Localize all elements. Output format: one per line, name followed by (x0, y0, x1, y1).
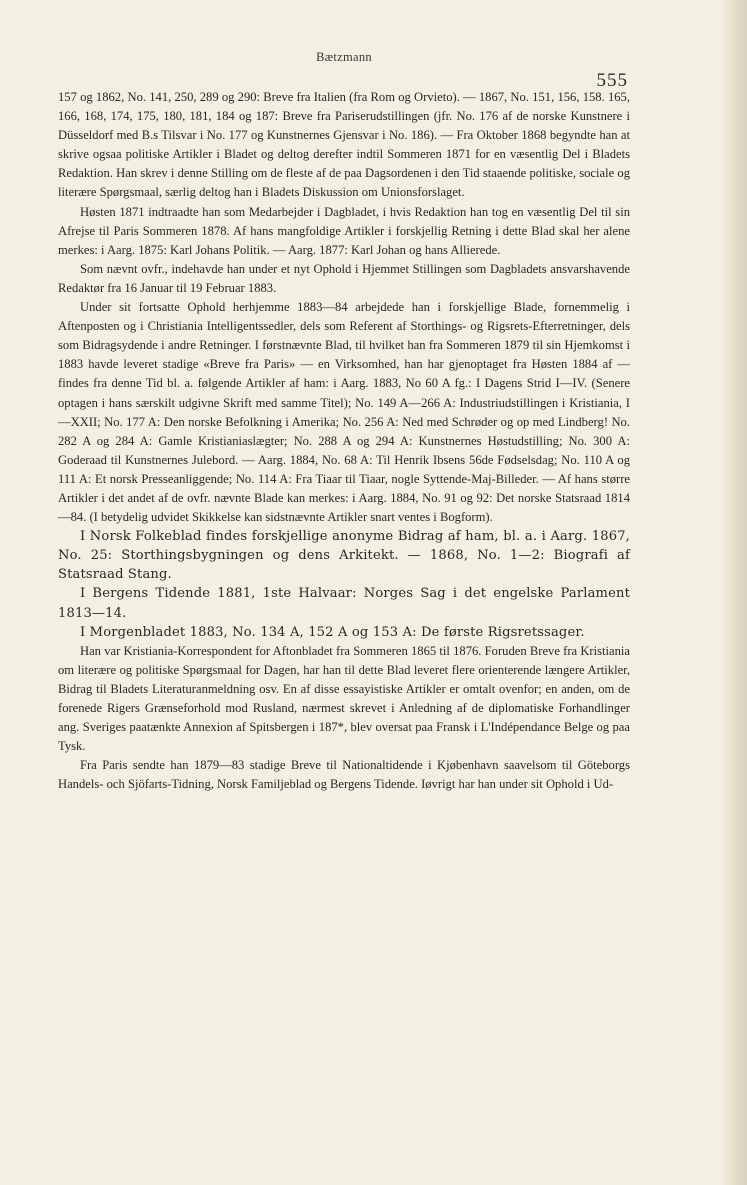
running-head: Bætzmann (316, 50, 372, 64)
book-page (58, 44, 630, 794)
paragraph-bergens-tidende: I Bergens Tidende 1881, 1ste Halvaar: Norges Sag i det engelske Parlament 1813—14. (58, 586, 630, 621)
paragraph-morgenbladet: I Morgenbladet 1883, No. 134 A, 152 A og 153 A: De første Rigsretssager. (80, 624, 585, 640)
paragraph-norsk-folkeblad: I Norsk Folkeblad findes forskjellige anonyme Bidrag af ham, bl. a. i Aarg. 1867, No. 25: Storthingsbygningen og dens Arkitekt. — 1868, No. 1—2: Biografi af Statsraad Stang. (58, 529, 630, 583)
paragraph-dagbladet-redaktion: Høsten 1871 indtraadte han som Medarbejder i Dagbladet, i hvis Redaktion han tog en væsentlig Del til sin Afrejse til Paris Sommeren 1878. Af hans mangfoldige Artikler i forskjellig Retning i dette Blad skal her alene merkes: i Aarg. 1875: Karl Johans Politik. — Aarg. 1877: Karl Johan og hans Allierede. (58, 204, 630, 257)
paragraph-aftonbladet-korrespondent: Han var Kristiania-Korrespondent for Aftonbladet fra Sommeren 1865 til 1876. Foruden Breve fra Kristiania om literære og politiske Spørgsmaal for Dagen, har han til dette Blad leveret flere orienterende længere Artikler, Bidrag til Bladets Literaturanmeldning osv. En af disse essayistiske Artikler er omtalt ovenfor; en anden, om de forenede Rigers Grænseforhold mod Rusland, nærmest skrevet i Anledning af de diplomatiske Forhandlinger ang. Sveriges paatænkte Annexion af Spitsbergen i 187*, blev oversat paa Fransk i L'Indépendance Belge og paa Tysk. (58, 643, 630, 754)
paragraph-aftenposten-artikler: Under sit fortsatte Ophold herhjemme 1883—84 arbejdede han i forskjellige Blade, fornemmelig i Aftenposten og i Christiania Intelligentssedler, dels som Referent af Storthings- og Rigsrets-Efterretninger, dels som Bidragsydende i andre Retninger. I førstnævnte Blad, til hvilket han fra Sommeren 1879 til sin Hjemkomst i 1883 havde leveret stadige «Breve fra Paris» — en Virksomhed, han har gjenoptaget fra Høsten 1884 af — findes fra denne Tid bl. a. følgende Artikler af ham: i Aarg. 1883, No 60 A fg.: I Dagens Strid I—IV. (Senere optagen i hans særskilt udgivne Skrift med samme Titel); No. 149 A—266 A: Industriudstillingen i Kristiania, I—XXII; No. 177 A: Den norske Befolkning i Amerika; No. 256 A: Ned med Schrøder og op med Lindberg! No. 282 A og 284 A: Gamle Kristianiaslægter; No. 288 A og 294 A: Kunstnernes Høstudstilling; No. 300 A: Goderaad til Kunstnernes Julebord. — Aarg. 1884, No. 68 A: Til Henrik Ibsens 56de Fødselsdag; No. 110 A og 111 A: Et norsk Presseanliggende; No. 114 A: Fra Tiaar til Tiaar, nogle Syttende-Maj-Billeder. — Af hans større Artikler i det andet af de ovfr. nævnte Blade kan merkes: i Aarg. 1884, No. 91 og 92: Det norske Statsraad 1814—84. (I betydelig udvidet Skikkelse kan sidstnævnte Artikler snart ventes i Bogform). (58, 300, 630, 525)
paragraph-ansvarshavende-redaktor: Som nævnt ovfr., indehavde han under et nyt Ophold i Hjemmet Stillingen som Dagbladets ansvarshavende Redaktør fra 16 Januar til 19 Februar 1883. (58, 261, 630, 295)
paragraph-breve-fra-paris: Fra Paris sendte han 1879—83 stadige Breve til Nationaltidende i Kjøbenhavn saavelsom til Göteborgs Handels- och Sjöfarts-Tidning, Norsk Familjeblad og Bergens Tidende. Iøvrigt har han under sit Ophold i Ud- (58, 758, 630, 792)
paragraph-breve-italien-paris: 157 og 1862, No. 141, 250, 289 og 290: Breve fra Italien (fra Rom og Orvieto). — 1867, No. 151, 156, 158. 165, 166, 168, 174, 175, 180, 181, 184 og 187: Breve fra Pariserudstillingen (jfr. No. 176 af de norske Kunstnere i Düsseldorf med B.s Tilsvar i No. 177 og Kunstnernes Gjensvar i No. 186). — Fra Oktober 1868 begyndte han at skrive ogsaa politiske Artikler i Bladet og deltog derefter indtil Sommeren 1871 for en væsentlig Del i Bladets Redaktion. Han skrev i denne Stilling om de fleste af de paa Dagsordenen i den Tid staaende politiske, sociale og literære Spørgsmaal, særlig deltog han i Bladets Diskussion om Unionsforslaget. (58, 90, 630, 200)
page-body (58, 88, 630, 794)
page-edge-shadow (721, 0, 747, 1185)
page-number: 555 (596, 70, 628, 91)
page-header (58, 44, 630, 91)
